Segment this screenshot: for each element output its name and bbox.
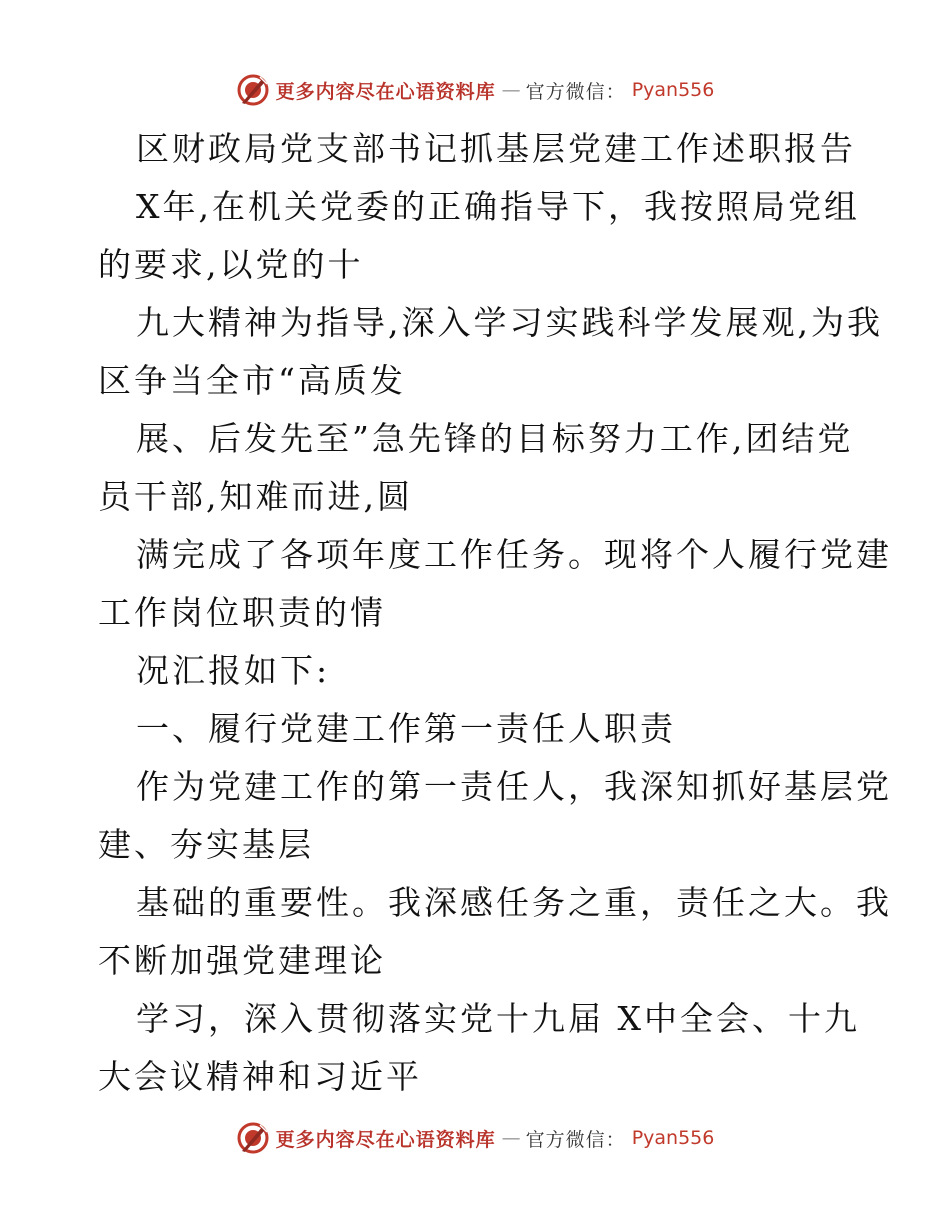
watermark-wechat-label: 官方微信： (525, 80, 626, 103)
paragraph-line: 工作岗位职责的情 (98, 593, 386, 632)
paragraph-line: 满完成了各项年度工作任务。现将个人履行党建 (136, 535, 892, 574)
section-heading: 一、履行党建工作第一责任人职责 (136, 709, 676, 748)
paragraph-line: 大会议精神和习近平 (98, 1057, 422, 1096)
watermark-wechat-id: Pyan556 (631, 1127, 715, 1149)
paragraph-line: 作为党建工作的第一责任人，我深知抓好基层党 (136, 767, 892, 806)
paragraph-line: 员干部,知难而进,圆 (98, 477, 413, 516)
watermark-banner-top (0, 70, 950, 110)
quill-seal-icon (236, 1121, 270, 1155)
paragraph-line: 况汇报如下: (136, 651, 331, 690)
paragraph-line: 九大精神为指导,深入学习实践科学发展观,为我 (136, 303, 883, 342)
watermark-wechat-label: 官方微信： (525, 1128, 626, 1151)
watermark-banner-bottom (0, 1118, 950, 1158)
watermark-dash: — (501, 1127, 520, 1149)
watermark-wechat-id: Pyan556 (631, 79, 715, 101)
quill-seal-icon (236, 73, 270, 107)
paragraph-line: 不断加强党建理论 (98, 941, 386, 980)
document-title: 区财政局党支部书记抓基层党建工作述职报告 (136, 129, 856, 168)
paragraph-line: 学习，深入贯彻落实党十九届 X中全会、十九 (136, 999, 860, 1038)
paragraph-line: 基础的重要性。我深感任务之重，责任之大。我 (136, 883, 892, 922)
paragraph-line: 建、夯实基层 (98, 825, 314, 864)
paragraph-line: X年,在机关党委的正确指导下，我按照局党组 (136, 187, 860, 226)
paragraph-line: 展、后发先至”急先锋的目标努力工作,团结党 (136, 419, 854, 458)
watermark-brand: 更多内容尽在心语资料库 (275, 1128, 496, 1151)
paragraph-line: 的要求,以党的十 (98, 245, 364, 284)
paragraph-line: 区争当全市“高质发 (98, 361, 406, 400)
watermark-brand: 更多内容尽在心语资料库 (275, 80, 496, 103)
watermark-dash: — (501, 79, 520, 101)
